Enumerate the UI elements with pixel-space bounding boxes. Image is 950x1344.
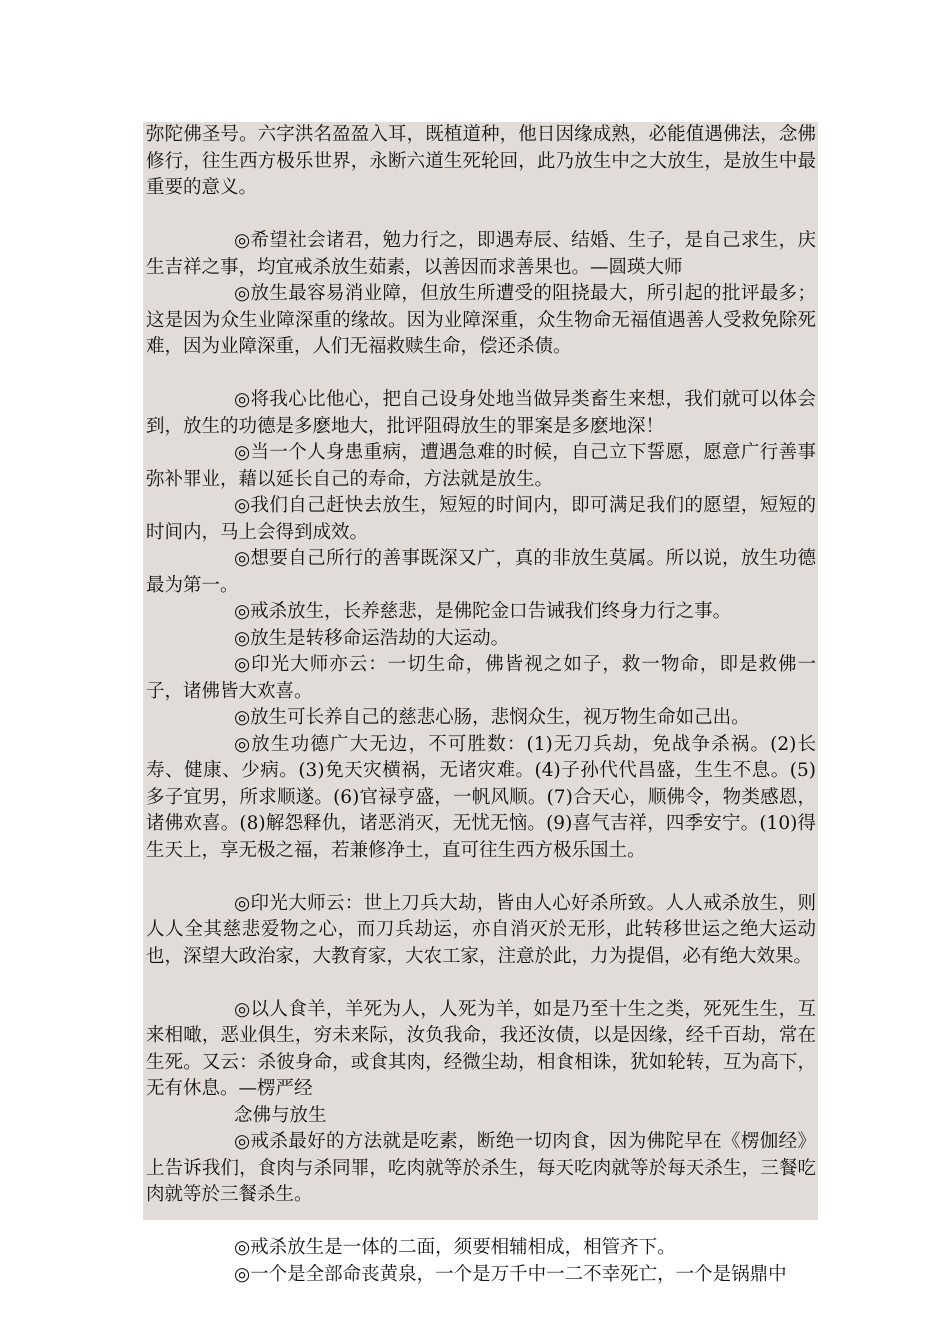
- paragraph-gap: [143, 864, 818, 891]
- section-heading: 念佛与放生: [234, 1104, 327, 1126]
- paragraph-great-movement: ◎放生是转移命运浩劫的大运动。: [234, 627, 510, 649]
- paragraph-merit-first: ◎想要自己所行的善事既深又广，真的非放生莫属。所以说，放生功德最为第一。: [146, 548, 816, 596]
- paragraph-gap: [143, 970, 818, 997]
- paragraph-gap: [143, 1209, 818, 1236]
- paragraph-vegetarian: ◎戒杀最好的方法就是吃素，断绝一切肉食，因为佛陀早在《楞伽经》上告诉我们，食肉与杀同罪，吃肉就等於杀生，每天吃肉就等於每天杀生，三餐吃肉就等於三餐杀生。: [146, 1131, 816, 1205]
- paragraph-shurangama-quote: ◎以人食羊，羊死为人，人死为羊，如是乃至十生之类，死死生生，互来相噉，恶业俱生，穷未来际，汝负我命，我还汝债，以是因缘，经千百劫，常在生死。又云：杀彼身命，或食其肉，经微尘劫，相食相诛，犹如轮转，互为高下，无有休息。—楞严经: [146, 998, 816, 1099]
- paragraph-gap: [143, 202, 818, 229]
- paragraph-gap: [143, 361, 818, 388]
- paragraph-quick-results: ◎我们自己赶快去放生，短短的时间内，即可满足我们的愿望，短短的时间内，马上会得到成效。: [146, 495, 816, 543]
- paragraph-compassion: ◎放生可长养自己的慈悲心肠，悲悯众生，视万物生命如己出。: [234, 707, 750, 728]
- paragraph-truncated: ◎一个是全部命丧黄泉，一个是万千中一二不幸死亡，一个是锅鼎中: [234, 1263, 787, 1285]
- paragraph-buddha-teaching: ◎戒杀放生，长养慈悲，是佛陀金口告诫我们终身力行之事。: [234, 601, 732, 622]
- paragraph-yinguang-war: ◎印光大师云：世上刀兵大劫，皆由人心好杀所致。人人戒杀放生，则人人全其慈悲爱物之心，而刀兵劫运，亦自消灭於无形，此转移世运之绝大运动也，深望大政治家，大教育家，大农工家，注意於此，力为提倡，必有绝大效果。: [146, 892, 816, 967]
- document-text-block: [143, 122, 818, 1285]
- paragraph-merits-list: ◎放生功德广大无边，不可胜数：(1)无刀兵劫，免战争杀祸。(2)长寿、健康、少病。(3)免天灾横祸，无诸灾难。(4)子孙代代昌盛，生生不息。(5)多子宜男，所求顺遂。(6)官禄亨盛，一帆风顺。(7)合天心，顺佛令，物类感恩，诸佛欢喜。(8)解怨释仇，诸恶消灭，无忧无恼。(9)喜气吉祥，四季安宁。(10)得生天上，享无极之福，若兼修净土，直可往生西方极乐国土。: [146, 733, 816, 861]
- paragraph-empathy: ◎将我心比他心，把自己设身处地当做异类畜生来想，我们就可以体会到，放生的功德是多麽地大，批评阻碍放生的罪案是多麽地深！: [146, 389, 816, 437]
- paragraph-karma-obstacle: ◎放生最容易消业障，但放生所遭受的阻挠最大，所引起的批评最多；这是因为众生业障深重的缘故。因为业障深重，众生物命无福值遇善人受救免除死难，因为业障深重，人们无福救赎生命，偿还杀债。: [146, 283, 816, 357]
- paragraph-wish-society: ◎希望社会诸君，勉力行之，即遇寿辰、结婚、生子，是自己求生，庆生吉祥之事，均宜戒杀放生茹素，以善因而求善果也。—圆瑛大师: [146, 230, 816, 278]
- paragraph-two-sides: ◎戒杀放生是一体的二面，须要相辅相成，相管齐下。: [234, 1237, 676, 1258]
- paragraph-yinguang-quote: ◎印光大师亦云：一切生命，佛皆视之如子，救一物命，即是救佛一子，诸佛皆大欢喜。: [146, 654, 816, 702]
- paragraph-continuation: 弥陀佛圣号。六字洪名盈盈入耳，既植道种，他日因缘成熟，必能值遇佛法，念佛修行，往生西方极乐世界，永断六道生死轮回，此乃放生中之大放生，是放生中最重要的意义。: [146, 124, 816, 198]
- paragraph-illness-vow: ◎当一个人身患重病，遭遇急难的时候，自己立下誓愿，愿意广行善事弥补罪业，藉以延长自己的寿命，方法就是放生。: [146, 442, 816, 490]
